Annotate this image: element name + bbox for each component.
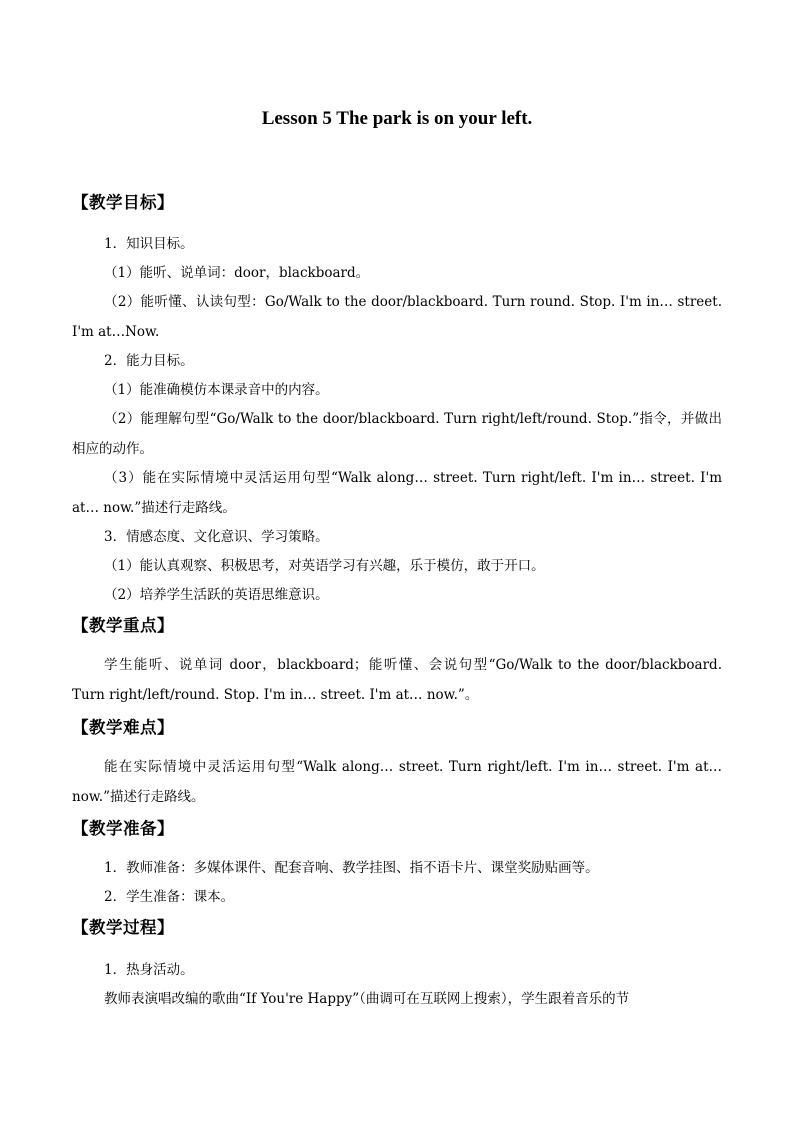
section-heading-difficulties: 【教学难点】: [72, 718, 174, 737]
objective-item-1-2: （2）能听懂、认读句型：Go/Walk to the door/blackboard. Turn round. Stop. I'm in… street. I'm at…Now.: [72, 294, 722, 340]
objective-item-2-2: （2）能理解句型“Go/Walk to the door/blackboard. Turn right/left/round. Stop.”指令，并做出相应的动作。: [72, 411, 722, 457]
objective-item-2-1: （1）能准确模仿本课录音中的内容。: [104, 382, 329, 398]
objective-item-3: 3．情感态度、文化意识、学习策略。: [104, 529, 329, 545]
section-heading-preparation: 【教学准备】: [72, 819, 174, 838]
objective-item-3-1: （1）能认真观察、积极思考，对英语学习有兴趣，乐于模仿，敢于开口。: [104, 558, 545, 574]
process-text: 教师表演唱改编的歌曲“If You're Happy”（曲调可在互联网上搜索），学生跟着音乐的节: [104, 991, 630, 1007]
section-heading-key-points: 【教学重点】: [72, 616, 174, 635]
process-item-1: 1．热身活动。: [104, 962, 194, 978]
key-points-text: 学生能听、说单词 door，blackboard；能听懂、会说句型“Go/Walk to the door/blackboard. Turn right/left/round. Stop. I'm in… street. I'm at… now.”。: [72, 657, 722, 703]
difficulties-text: 能在实际情境中灵活运用句型“Walk along… street. Turn right/left. I'm in… street. I'm at… now.”描述行走路线。: [72, 759, 722, 805]
objective-item-1: 1．知识目标。: [104, 236, 194, 252]
section-heading-process: 【教学过程】: [72, 918, 174, 937]
objective-item-1-1: （1）能听、说单词：door，blackboard。: [104, 265, 370, 281]
page-title: Lesson 5 The park is on your left.: [261, 108, 533, 129]
objective-item-2-3: （3）能在实际情境中灵活运用句型“Walk along… street. Turn right/left. I'm in… street. I'm at… now.”描述行走路线。: [72, 470, 722, 516]
preparation-item-2: 2．学生准备：课本。: [104, 889, 235, 905]
preparation-item-1: 1．教师准备：多媒体课件、配套音响、教学挂图、指不语卡片、课堂奖励贴画等。: [104, 860, 599, 876]
section-heading-objectives: 【教学目标】: [72, 193, 174, 212]
objective-item-2: 2．能力目标。: [104, 353, 194, 369]
objective-item-3-2: （2）培养学生活跃的英语思维意识。: [104, 587, 329, 603]
